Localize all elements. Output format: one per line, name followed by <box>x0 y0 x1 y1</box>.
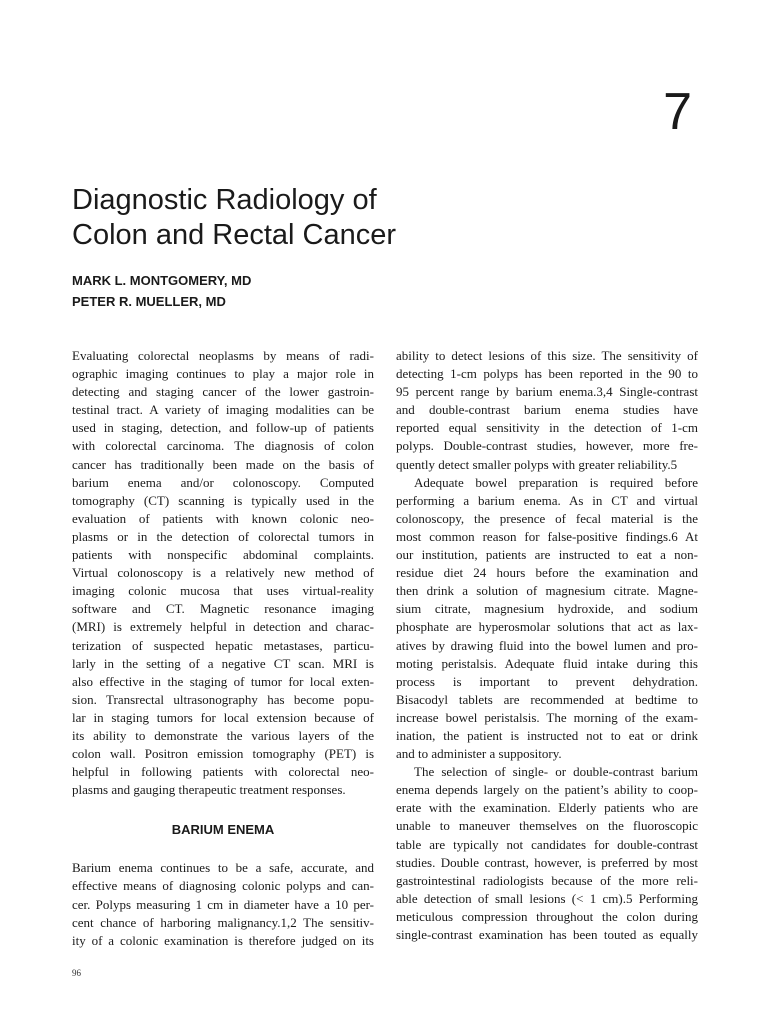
text-line: sion. Transrectal ultrasonography has become popu- <box>72 691 374 707</box>
chapter-title <box>72 183 396 253</box>
text-line: ability to detect lesions of this size. The sensitivity of <box>396 348 698 363</box>
text-line: ity of a colonic examination is therefore judged on its <box>72 932 374 948</box>
text-line: quently detect smaller polyps with greater reliability.5 <box>396 456 678 472</box>
text-line: Adequate bowel preparation is required before <box>414 474 698 490</box>
text-line: with colorectal carcinoma. The diagnosis of colon <box>72 438 374 454</box>
text-line: Barium enema continues to be a safe, accurate, and <box>72 860 374 876</box>
text-line: moting peristalsis. Adequate fluid intake during this <box>396 655 698 671</box>
text-line: plasms and gauging therapeutic treatment responses. <box>72 782 346 798</box>
text-line: terization of suspected hepatic metastases, particu- <box>72 637 374 653</box>
text-line: most common reason for false-positive findings.6 At <box>396 528 698 544</box>
text-line: tomography (CT) scanning is typically used in the <box>72 492 374 508</box>
text-line: colonoscopy, the presence of fecal material is the <box>396 510 698 526</box>
text-line: phosphate are hyperosmolar solutions that act as lax- <box>396 619 698 635</box>
text-line: unable to maneuver themselves on the fluoroscopic <box>396 818 698 834</box>
text-line: software and CT. Magnetic resonance imaging <box>72 601 374 617</box>
text-line: plasms or in the detection of colorectal tumors in <box>72 528 374 544</box>
text-line: barium enema and/or colonoscopy. Computed <box>72 474 374 490</box>
text-line: sium citrate, magnesium hydroxide, and sodium <box>396 601 698 617</box>
text-line: ographic imaging continues to play a major role in <box>72 366 374 382</box>
text-line: increase bowel peristalsis. The morning of the exam- <box>396 709 698 725</box>
text-line: reported equal sensitivity in the detection of 1-cm <box>396 420 698 436</box>
text-line: testinal tract. A variety of imaging modalities can be <box>72 402 374 418</box>
text-line: larly in the setting of a negative CT scan. MRI is <box>72 655 374 671</box>
text-line: polyps. Double-contrast studies, however, more fre- <box>396 438 698 454</box>
section-heading: BARIUM ENEMA <box>171 822 275 838</box>
text-line: and to administer a suppository. <box>396 746 562 762</box>
text-line: used in staging, detection, and follow-up of patients <box>72 420 374 436</box>
text-line: then drink a solution of magnesium citrate. Magne- <box>396 583 698 599</box>
text-line: able detection of small lesions (< 1 cm).5 Performing <box>396 890 698 906</box>
text-line: and double-contrast barium enema studies have <box>396 402 698 418</box>
text-line: also effective in the staging of tumor for local exten- <box>72 673 374 689</box>
text-line: single-contrast examination has been touted as equally <box>396 927 698 942</box>
chapter-number: 7 <box>663 83 692 141</box>
author-name: MARK L. MONTGOMERY, MD <box>72 273 252 288</box>
text-line: studies. Double contrast, however, is preferred by most <box>396 854 698 870</box>
chapter-title-line: Colon and Rectal Cancer <box>72 219 397 251</box>
text-line: enema depends largely on the patient’s ability to coop- <box>396 782 698 798</box>
intro-paragraph <box>72 347 374 799</box>
text-line: cent chance of harboring malignancy.1,2 The sensitiv- <box>72 914 374 930</box>
text-line: our institution, patients are instructed to eat a non- <box>396 547 698 563</box>
text-line: Virtual colonoscopy is a relatively new method of <box>72 565 374 581</box>
page-number: 96 <box>72 968 81 978</box>
author-list <box>72 270 251 312</box>
text-line: The selection of single- or double-contrast barium <box>414 764 698 780</box>
text-line: table are typically not candidates for double-contrast <box>396 836 698 852</box>
right-column <box>396 347 698 944</box>
text-line: gastrointestinal radiologists because of the more reli- <box>396 872 698 888</box>
text-line: cer. Polyps measuring 1 cm in diameter have a 10 per- <box>72 896 374 912</box>
text-line: cancer has traditionally been made on the basis of <box>72 456 374 472</box>
text-line: helpful in following patients with colorectal neo- <box>72 764 374 780</box>
text-line: imaging colonic mucosa that uses virtual-reality <box>72 583 374 599</box>
left-column <box>72 347 374 950</box>
author-name: PETER R. MUELLER, MD <box>72 294 226 309</box>
text-line: effective means of diagnosing colonic polyps and can- <box>72 878 374 894</box>
text-line: detecting and staging cancer of the lower gastroin- <box>72 384 374 400</box>
text-line: detecting 1-cm polyps has been reported in the 90 to <box>396 366 698 382</box>
text-line: colon wall. Positron emission tomography (PET) is <box>72 746 374 762</box>
text-line: performing a barium enema. As in CT and virtual <box>396 492 698 508</box>
barium-enema-paragraph <box>72 859 374 949</box>
text-line: evaluation of patients with known colonic neo- <box>72 510 374 526</box>
text-line: Bisacodyl tablets are recommended at bedtime to <box>396 691 698 707</box>
text-line: erate with the examination. Elderly patients who are <box>396 800 698 816</box>
text-line: ination, the patient is instructed not to eat or drink <box>396 727 698 743</box>
text-line: its ability to demonstrate the various layers of the <box>72 727 374 743</box>
text-line: Evaluating colorectal neoplasms by means of radi- <box>72 348 374 363</box>
text-line: patients with nonspecific abdominal complaints. <box>72 547 374 563</box>
text-line: lar in staging tumors for local extension because of <box>72 709 374 725</box>
text-line: meticulous compression throughout the colon during <box>396 908 698 924</box>
text-line: process is important to prevent dehydration. <box>396 673 698 689</box>
text-line: 95 percent range by barium enema.3,4 Single-contrast <box>396 384 698 400</box>
chapter-title-line: Diagnostic Radiology of <box>72 184 377 216</box>
text-line: atives by drawing fluid into the bowel lumen and pro- <box>396 637 698 653</box>
text-line: residue diet 24 hours before the examination and <box>396 565 698 581</box>
text-line: (MRI) is extremely helpful in detection and charac- <box>72 619 374 635</box>
